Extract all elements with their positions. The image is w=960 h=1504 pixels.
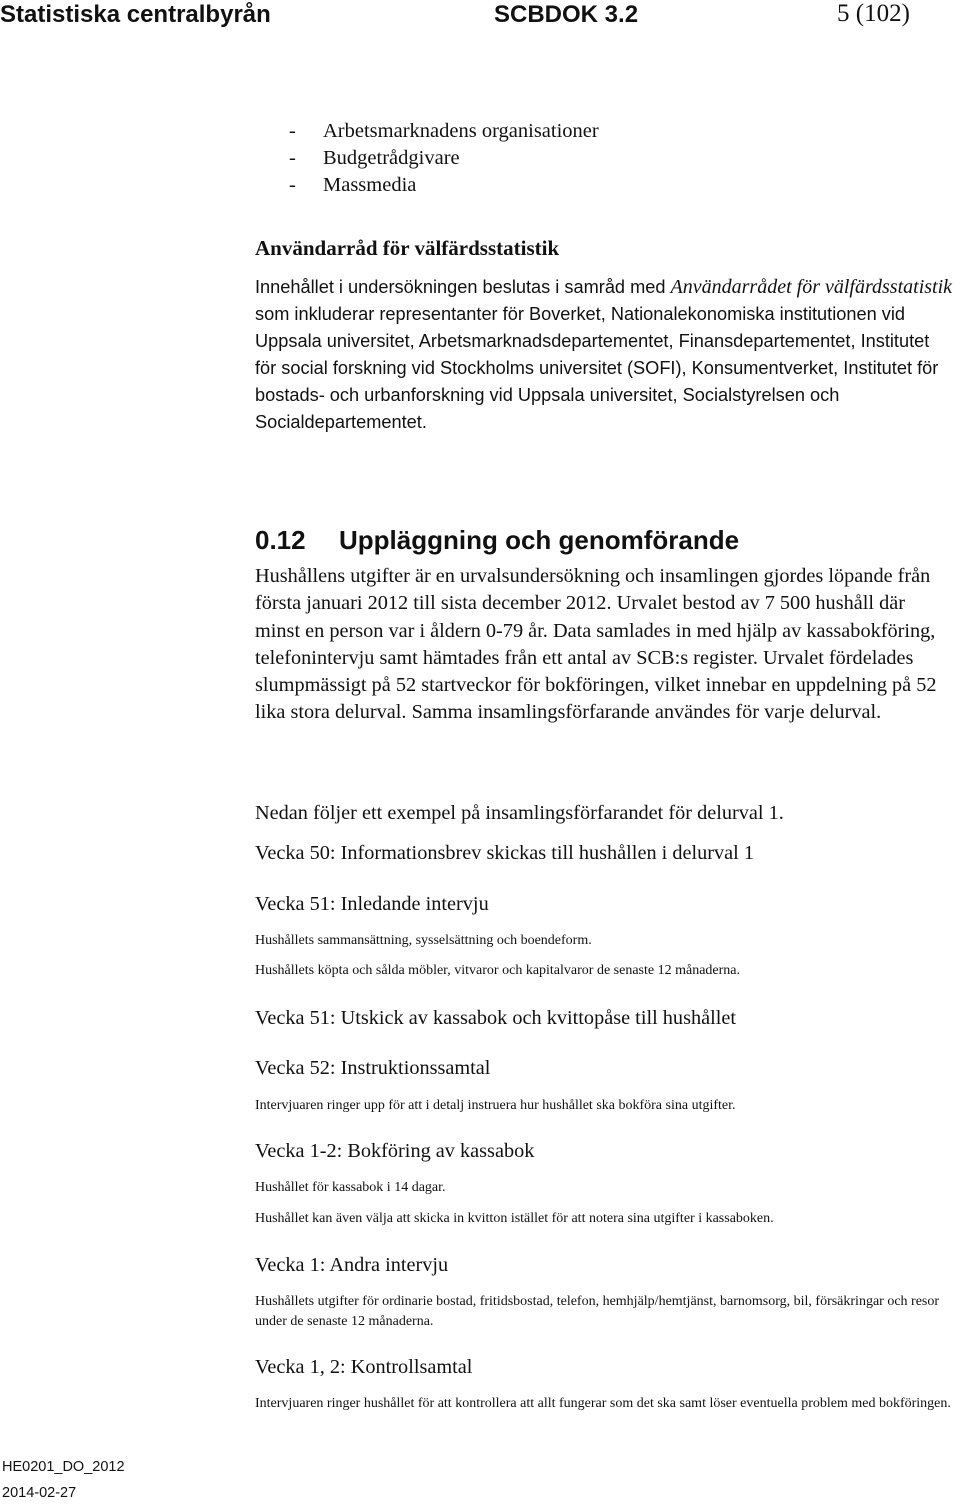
council-italic-name: Användarrådet för välfärdsstatistik [670,276,953,298]
council-heading: Användarråd för välfärdsstatistik [255,236,560,260]
council-paragraph [255,274,955,436]
week-detail: Intervjuaren ringer upp för att i detalj instruera hur hushållet ska bokföra sina utgifter. [255,1098,736,1113]
bullet-text: Arbetsmarknadens organisationer [323,120,599,142]
example-intro: Nedan följer ett exempel på insamlingsförfarandet för delurval 1. [255,802,784,824]
section-heading [255,525,739,556]
list-item [289,145,789,172]
bullet-text: Budgetrådgivare [323,147,460,169]
bullet-text: Massmedia [323,174,417,196]
section-number: 0.12 [255,525,306,555]
week-title: Vecka 51: Inledande intervju [255,893,489,915]
council-intro: Innehållet i undersökningen beslutas i samråd med [255,277,671,297]
week-title: Vecka 1, 2: Kontrollsamtal [255,1356,473,1378]
week-title: Vecka 52: Instruktionssamtal [255,1057,491,1079]
bullet-dash: - [289,120,296,142]
header-document-code: SCBDOK 3.2 [494,1,639,28]
week-detail: Hushållets utgifter för ordinarie bostad, fritidsbostad, telefon, hemhjälp/hemtjänst, barnomsorg, bil, försäkringar och resor under de senaste 12 månaderna. [255,1294,940,1329]
week-title: Vecka 51: Utskick av kassabok och kvittopåse till hushållet [255,1007,737,1029]
bullet-dash: - [289,174,296,196]
council-rest: som inkluderar representanter för Boverket, Nationalekonomiska institutionen vid Uppsala universitet, Arbetsmarknadsdepartementet, Finansdepartementet, Institutet för social forskning vid Stockholms universitet (SOFI), Konsumentverket, Institutet för bostads- och urbanforskning vid Uppsala universitet, Socialstyrelsen och Socialdepartementet. [255,304,939,432]
footer-date: 2014-02-27 [2,1485,77,1501]
week-title: Vecka 50: Informationsbrev skickas till hushållen i delurval 1 [255,842,755,864]
week-detail: Hushållet för kassabok i 14 dagar. [255,1180,446,1195]
list-item [289,172,789,199]
footer-doc-id: HE0201_DO_2012 [2,1459,125,1475]
header-page-number: 5 (102) [837,0,910,27]
week-detail: Intervjuaren ringer hushållet för att kontrollera att allt fungerar som det ska samt löser eventuella problem med bokföringen. [255,1396,951,1411]
week-detail: Hushållets köpta och sålda möbler, vitvaror och kapitalvaror de senaste 12 månaderna. [255,963,740,978]
week-title: Vecka 1: Andra intervju [255,1254,449,1276]
week-detail: Hushållet kan även välja att skicka in kvitton istället för att notera sina utgifter i kassaboken. [255,1211,774,1226]
week-title: Vecka 1-2: Bokföring av kassabok [255,1140,535,1162]
bullet-dash: - [289,147,296,169]
week-detail: Hushållets sammansättning, sysselsättning och boendeform. [255,933,592,948]
list-item [289,118,789,145]
section-title: Uppläggning och genomförande [339,525,740,555]
header-organization: Statistiska centralbyrån [0,1,271,28]
section-body: Hushållens utgifter är en urvalsundersökning och insamlingen gjordes löpande från första januari 2012 till sista december 2012. Urvalet bestod av 7 500 hushåll där minst en person var i åldern 0-79 år. Data samlades in med hjälp av kassabokföring, telefonintervju samt hämtades från ett antal av SCB:s register. Urvalet fördelades slumpmässigt på 52 startveckor för bokföringen, vilket innebar en uppdelning på 52 lika stora delurval. Samma insamlingsförfarande användes för varje delurval. [255,565,937,724]
